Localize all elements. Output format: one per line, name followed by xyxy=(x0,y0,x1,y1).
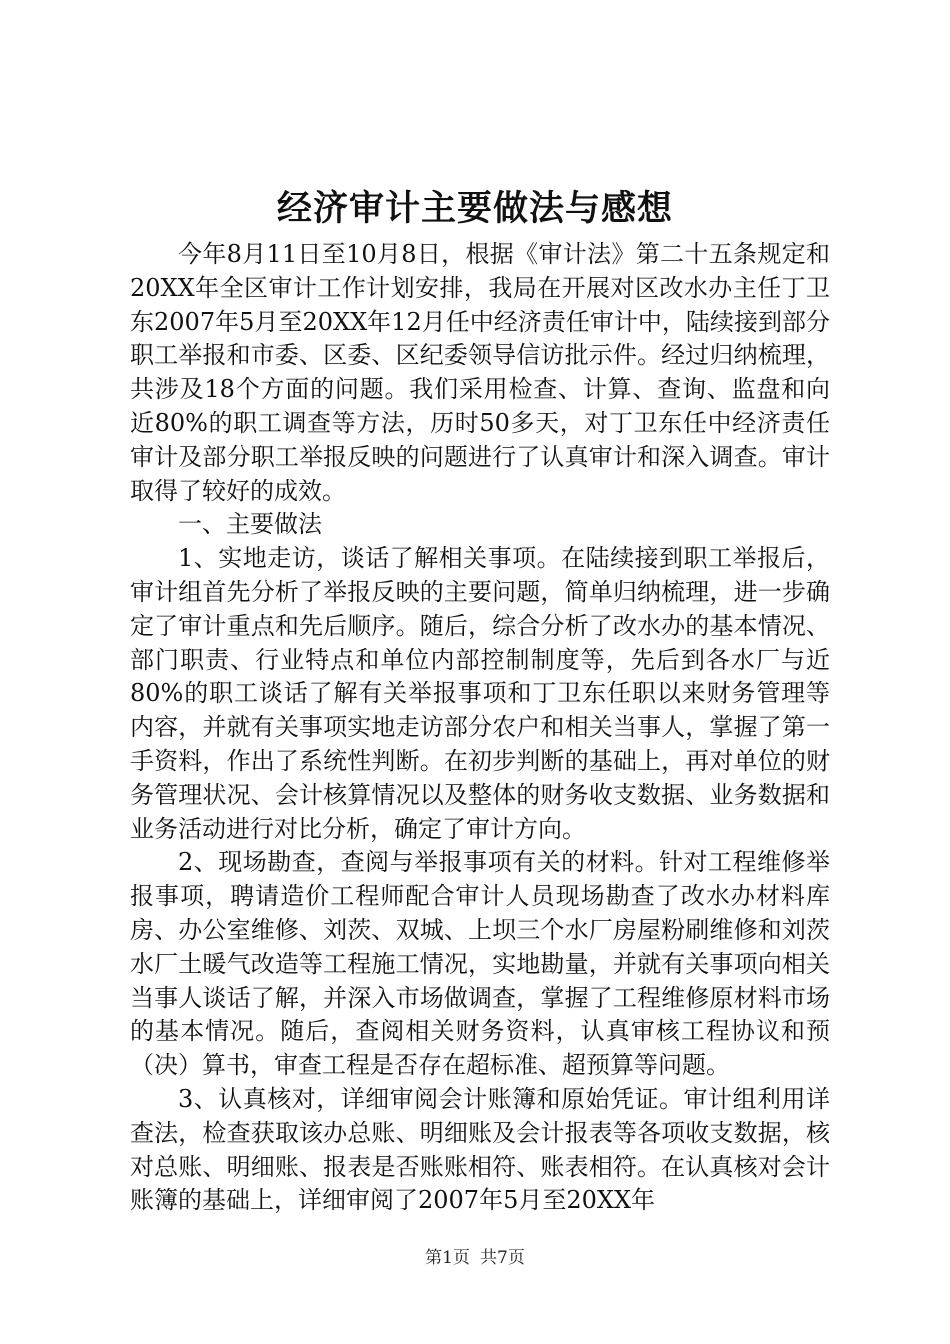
document-body xyxy=(130,238,830,1218)
page-number: 第1页 xyxy=(425,1248,470,1268)
paragraph-item-2: 2、现场勘查，查阅与举报事项有关的材料。针对工程维修举报事项，聘请造价工程师配合审计人员现场勘查了改水办材料库房、办公室维修、刘茨、双城、上坝三个水厂房屋粉刷维修和刘茨水厂土暖气改造等工程施工情况，实地勘量，并就有关事项向相关当事人谈话了解，并深入市场做调查，掌握了工程维修原材料市场的基本情况。随后，查阅相关财务资料，认真审核工程协议和预（决）算书，审查工程是否存在超标准、超预算等问题。 xyxy=(130,848,830,1080)
page-total: 共7页 xyxy=(480,1248,525,1268)
paragraph-item-3: 3、认真核对，详细审阅会计账簿和原始凭证。审计组利用详查法，检查获取该办总账、明细账及会计报表等各项收支数据，核对总账、明细账、报表是否账账相符、账表相符。在认真核对会计账簿的基础上，详细审阅了2007年5月至20XX年 xyxy=(130,1084,830,1215)
document-title: 经济审计主要做法与感想 xyxy=(276,188,673,229)
section-heading-main-practices: 一、主要做法 xyxy=(178,510,322,539)
paragraph-intro: 今年8月11日至10月8日，根据《审计法》第二十五条规定和20XX年全区审计工作计划安排，我局在开展对区改水办主任丁卫东2007年5月至20XX年12月任中经济责任审计中，陆续接到部分职工举报和市委、区委、区纪委领导信访批示件。经过归纳梳理，共涉及18个方面的问题。我们采用检查、计算、查询、监盘和向近80%的职工调查等方法，历时50多天，对丁卫东任中经济责任审计及部分职工举报反映的问题进行了认真审计和深入调查。审计取得了较好的成效。 xyxy=(130,240,830,505)
paragraph-item-1: 1、实地走访，谈话了解相关事项。在陆续接到职工举报后，审计组首先分析了举报反映的主要问题，简单归纳梳理，进一步确定了审计重点和先后顺序。随后，综合分析了改水办的基本情况、部门职责、行业特点和单位内部控制制度等，先后到各水厂与近80%的职工谈话了解有关举报事项和丁卫东任职以来财务管理等内容，并就有关事项实地走访部分农户和相关当事人，掌握了第一手资料，作出了系统性判断。在初步判断的基础上，再对单位的财务管理状况、会计核算情况以及整体的财务收支数据、业务数据和业务活动进行对比分析，确定了审计方向。 xyxy=(130,544,830,843)
page-footer xyxy=(0,1246,950,1270)
